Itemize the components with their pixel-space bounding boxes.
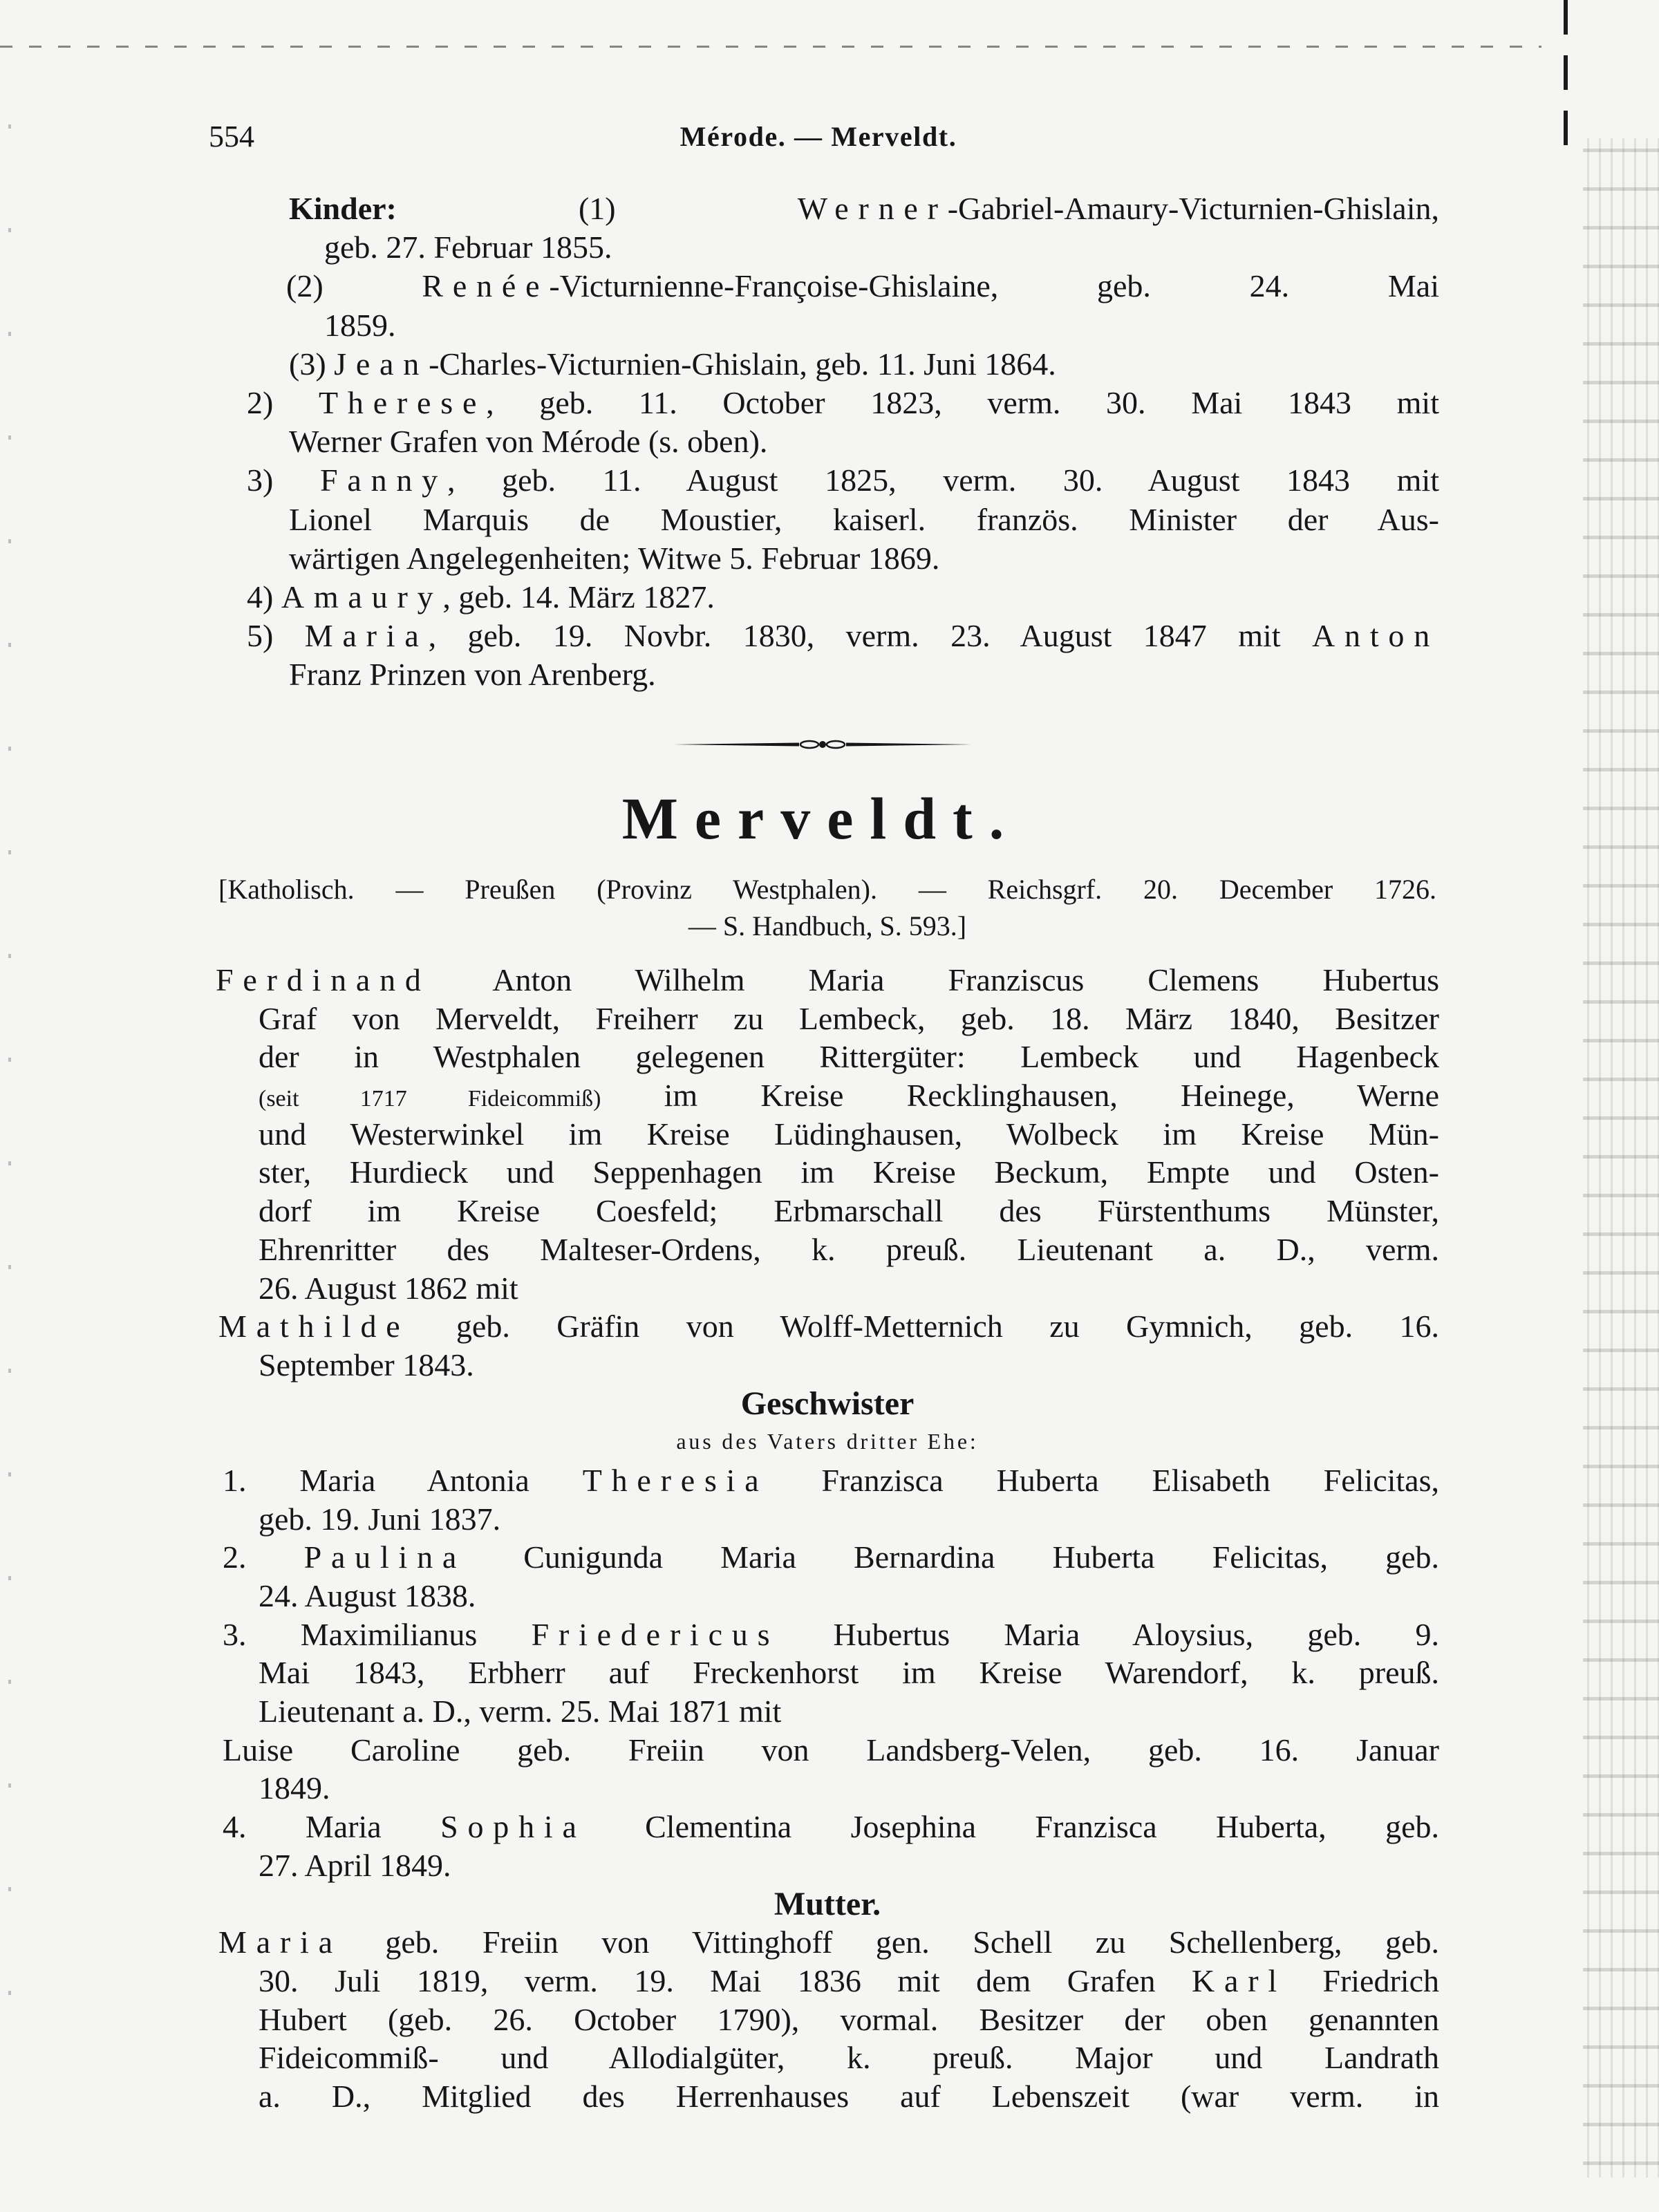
head-line: 26. August 1862 mit bbox=[259, 1270, 518, 1306]
text-segment: 5) bbox=[247, 618, 305, 654]
children-label: Kinder: bbox=[289, 191, 397, 226]
head-line: Ehrenritter des Malteser-Ordens, k. preuß. Lieutenant a. D., verm. bbox=[259, 1231, 1439, 1267]
spaced-name: Therese bbox=[319, 384, 487, 420]
spouse-line: September 1843. bbox=[259, 1347, 474, 1382]
text-segment: (2) bbox=[286, 268, 422, 304]
spaced-name: Renée bbox=[422, 268, 550, 304]
text-segment: Clementina Josephina Franzisca Huberta, geb. bbox=[585, 1809, 1439, 1845]
text-segment: Friedrich bbox=[1286, 1962, 1439, 1998]
sibling-line bbox=[216, 1615, 1439, 1654]
sibling-line: geb. 19. Juni 1837. bbox=[259, 1501, 501, 1537]
left-margin-specks bbox=[8, 124, 11, 2060]
spaced-name: Amaury bbox=[281, 579, 443, 615]
text-segment: (1) bbox=[396, 191, 798, 226]
spaced-name: Paulina bbox=[303, 1539, 467, 1575]
sibling-line: 27. April 1849. bbox=[259, 1847, 451, 1883]
merode-line: Lionel Marquis de Moustier, kaiserl. französ. Minister der Aus- bbox=[289, 501, 1439, 537]
text-segment: 30. Juli 1819, verm. 19. Mai 1836 mit dem Grafen bbox=[259, 1962, 1192, 1998]
spaced-name: Sophia bbox=[440, 1809, 586, 1845]
merode-line bbox=[247, 578, 1439, 617]
text-segment: Anton Wilhelm Maria Franziscus Clemens Hubertus bbox=[430, 962, 1439, 997]
spaced-name: Fanny bbox=[319, 462, 447, 498]
text-segment: 3) bbox=[247, 462, 320, 498]
text-segment: , geb. 14. März 1827. bbox=[442, 579, 715, 615]
mother-line: Hubert (geb. 26. October 1790), vormal. Besitzer der oben genannten bbox=[259, 2001, 1439, 2037]
metadata-line: — S. Handbuch, S. 593.] bbox=[688, 910, 967, 941]
head-line bbox=[216, 1076, 1439, 1115]
mother-line: Fideicommiß- und Allodialgüter, k. preuß. Major und Landrath bbox=[259, 2040, 1439, 2076]
page-header bbox=[0, 118, 1659, 156]
head-line: und Westerwinkel im Kreise Lüdinghausen, Wolbeck im Kreise Mün- bbox=[259, 1116, 1439, 1152]
small-text-segment: (seit 1717 Fideicommiß) bbox=[259, 1086, 601, 1112]
text-segment: Cunigunda Maria Bernardina Huberta Felicitas, geb. bbox=[466, 1539, 1439, 1575]
spaced-name: Jean bbox=[334, 346, 429, 382]
text-segment: im Kreise Recklinghausen, Heinege, Werne bbox=[601, 1078, 1440, 1114]
spaced-name: Maria bbox=[304, 618, 429, 654]
mother-line: a. D., Mitglied des Herrenhauses auf Lebenszeit (war verm. in bbox=[259, 2078, 1439, 2114]
text-segment: 4. Maria bbox=[223, 1809, 441, 1845]
mother-heading: Mutter. bbox=[774, 1885, 881, 1922]
adjacent-page-bleed-through bbox=[1583, 138, 1659, 2177]
spaced-name: Mathilde bbox=[218, 1309, 410, 1344]
text-segment: 1. Maria Antonia bbox=[223, 1462, 583, 1498]
merveldt-entry bbox=[216, 961, 1439, 2116]
merode-line bbox=[247, 189, 1439, 228]
text-segment: 3. Maximilianus bbox=[223, 1616, 532, 1652]
merode-line: 1859. bbox=[324, 307, 396, 343]
text-segment: , geb. 19. Novbr. 1830, verm. 23. August 1847 mit bbox=[428, 618, 1312, 654]
merode-line: wärtigen Angelegenheiten; Witwe 5. Februar 1869. bbox=[289, 540, 940, 576]
text-segment: -Charles-Victurnien-Ghislain, geb. 11. Juni 1864. bbox=[429, 346, 1056, 382]
head-line: ster, Hurdieck und Seppenhagen im Kreise Beckum, Empte und Osten- bbox=[259, 1154, 1439, 1190]
page-number: 554 bbox=[209, 120, 254, 153]
text-segment: Hubertus Maria Aloysius, geb. 9. bbox=[779, 1616, 1440, 1652]
sibling-spouse-line: Luise Caroline geb. Freiin von Landsberg-Velen, geb. 16. Januar bbox=[223, 1732, 1439, 1768]
text-segment: -Victurnienne-Françoise-Ghislaine, geb. 24. Mai bbox=[549, 268, 1439, 304]
spaced-name: Theresia bbox=[582, 1462, 769, 1498]
sibling-line bbox=[216, 1538, 1439, 1577]
text-segment: Franzisca Huberta Elisabeth Felicitas, bbox=[768, 1462, 1439, 1498]
sibling-line bbox=[216, 1461, 1439, 1500]
family-title: Merveldt. bbox=[621, 785, 1021, 852]
spaced-name: Werner bbox=[797, 191, 948, 226]
spaced-name: Ferdinand bbox=[216, 962, 431, 997]
text-segment: 4) bbox=[247, 579, 281, 615]
text-segment: -Gabriel-Amaury-Victurnien-Ghislain, bbox=[947, 191, 1439, 226]
spaced-name: Karl bbox=[1191, 1962, 1286, 1998]
spaced-name: Maria bbox=[218, 1924, 342, 1960]
mother-line bbox=[216, 1962, 1439, 2000]
siblings-heading: Geschwister bbox=[740, 1385, 915, 1422]
spaced-name: Friedericus bbox=[531, 1616, 780, 1652]
text-segment: , geb. 11. October 1823, verm. 30. Mai 1843 mit bbox=[486, 384, 1439, 420]
head-line bbox=[216, 961, 1439, 1000]
merode-line: geb. 27. Februar 1855. bbox=[324, 229, 612, 265]
head-line: dorf im Kreise Coesfeld; Erbmarschall des Fürstenthums Münster, bbox=[259, 1193, 1439, 1229]
sibling-line: 24. August 1838. bbox=[259, 1578, 476, 1613]
merode-family-continuation bbox=[247, 189, 1439, 694]
sibling-line: Lieutenant a. D., verm. 25. Mai 1871 mit bbox=[259, 1694, 782, 1730]
spaced-name: Anton bbox=[1312, 618, 1439, 654]
sibling-line: Mai 1843, Erbherr auf Freckenhorst im Kreise Warendorf, k. preuß. bbox=[259, 1655, 1439, 1691]
family-metadata bbox=[218, 871, 1436, 944]
siblings-subheading: aus des Vaters dritter Ehe: bbox=[676, 1429, 979, 1454]
text-segment: (3) bbox=[289, 346, 335, 382]
section-divider-ornament bbox=[671, 734, 975, 755]
merode-line: Franz Prinzen von Arenberg. bbox=[289, 657, 656, 693]
text-segment: 2) bbox=[247, 384, 319, 420]
sibling-line bbox=[216, 1808, 1439, 1846]
head-line: der in Westphalen gelegenen Rittergüter: Lembeck und Hagenbeck bbox=[259, 1039, 1439, 1075]
merode-line bbox=[247, 267, 1439, 306]
sibling-spouse-line: 1849. bbox=[259, 1770, 330, 1806]
mother-line bbox=[216, 1923, 1439, 1962]
spouse-line bbox=[216, 1307, 1439, 1346]
merode-line bbox=[247, 617, 1439, 655]
running-title: Mérode. — Merveldt. bbox=[679, 121, 957, 152]
merode-line bbox=[247, 461, 1439, 500]
text-segment: geb. Gräfin von Wolff-Metternich zu Gymnich, geb. 16. bbox=[409, 1309, 1439, 1344]
merode-line bbox=[247, 384, 1439, 422]
text-segment: geb. Freiin von Vittinghoff gen. Schell zu Schellenberg, geb. bbox=[341, 1924, 1439, 1960]
merode-line bbox=[247, 345, 1439, 384]
scan-edge-dashes bbox=[0, 46, 1541, 48]
text-segment: 2. bbox=[223, 1539, 304, 1575]
merode-line: Werner Grafen von Mérode (s. oben). bbox=[289, 424, 768, 460]
head-line: Graf von Merveldt, Freiherr zu Lembeck, geb. 18. März 1840, Besitzer bbox=[259, 1000, 1439, 1036]
text-segment: , geb. 11. August 1825, verm. 30. August 1843 mit bbox=[447, 462, 1439, 498]
metadata-line: [Katholisch. — Preußen (Provinz Westphalen). — Reichsgrf. 20. December 1726. bbox=[218, 874, 1436, 905]
